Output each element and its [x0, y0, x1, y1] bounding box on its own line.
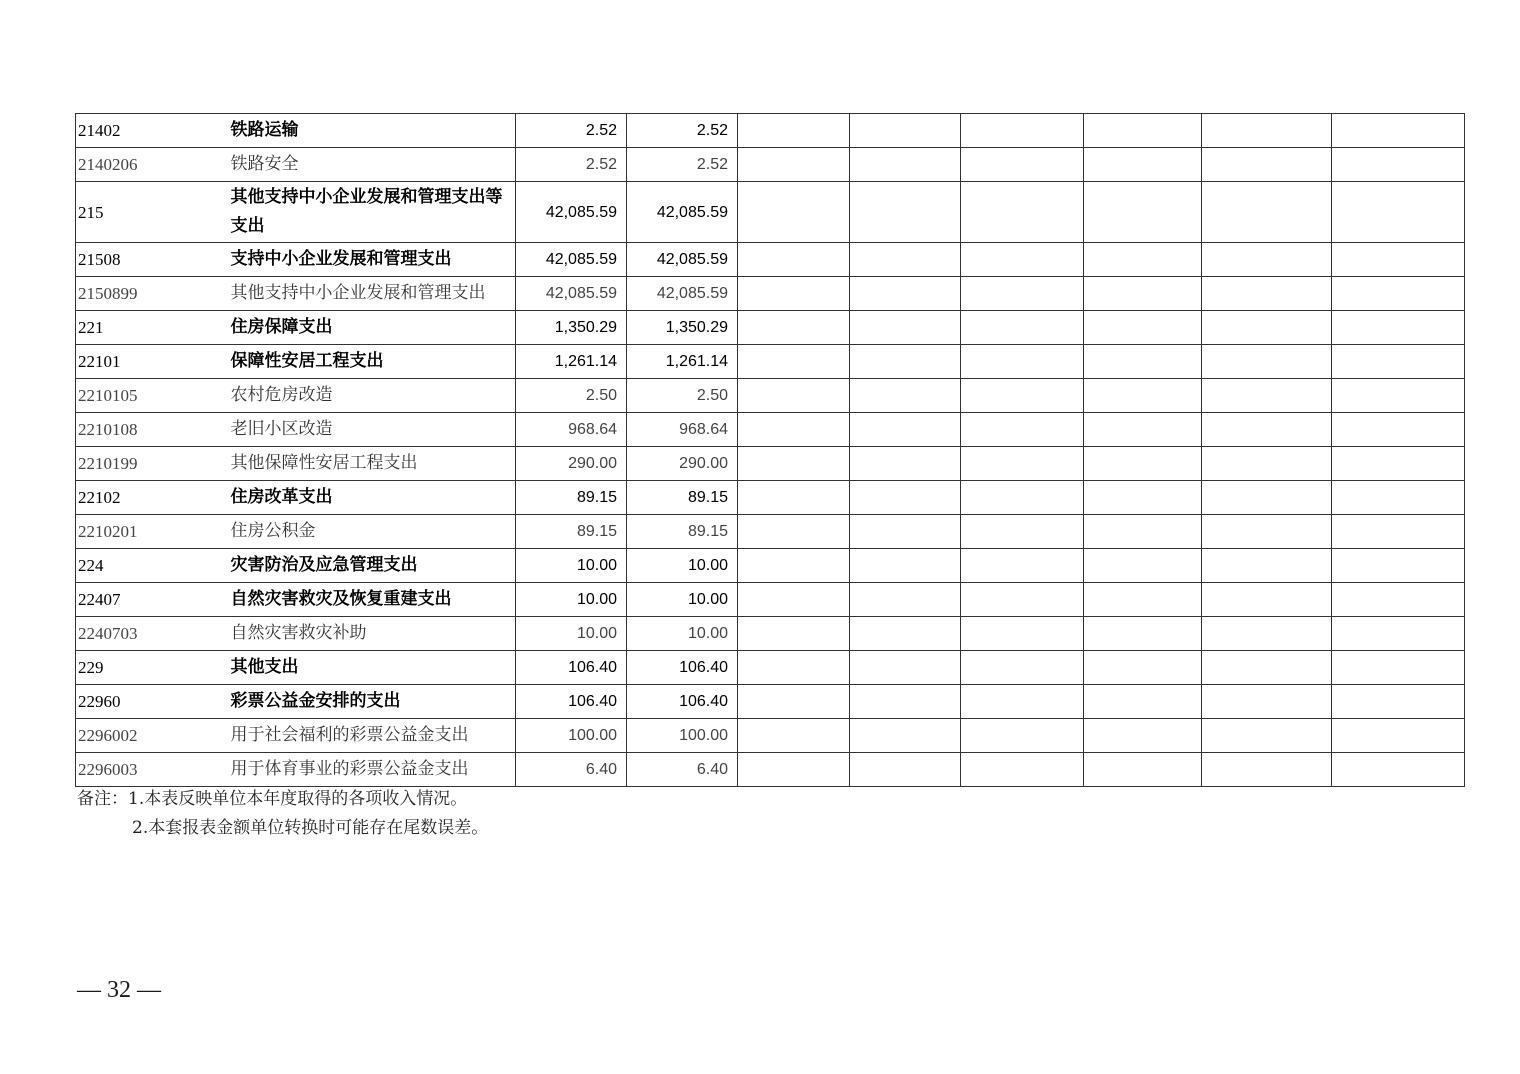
row-name: 农村危房改造 [229, 379, 516, 413]
row-name: 用于社会福利的彩票公益金支出 [229, 719, 516, 753]
budget-table [75, 113, 1465, 787]
row-value-1: 2.52 [516, 114, 627, 148]
row-empty-cell [1332, 311, 1465, 345]
row-code: 2240703 [76, 617, 229, 651]
row-empty-cell [850, 182, 961, 243]
row-empty-cell [1332, 148, 1465, 182]
row-empty-cell [961, 753, 1084, 787]
row-empty-cell [1084, 311, 1202, 345]
row-value-1: 1,261.14 [516, 345, 627, 379]
row-value-1: 1,350.29 [516, 311, 627, 345]
row-empty-cell [961, 719, 1084, 753]
row-empty-cell [738, 243, 850, 277]
row-empty-cell [1332, 481, 1465, 515]
table-row [76, 277, 1465, 311]
row-value-2: 42,085.59 [627, 243, 738, 277]
row-code: 215 [76, 182, 229, 243]
row-code: 21508 [76, 243, 229, 277]
row-empty-cell [850, 311, 961, 345]
row-value-2: 42,085.59 [627, 182, 738, 243]
table-row [76, 719, 1465, 753]
row-value-2: 1,350.29 [627, 311, 738, 345]
note-line-2: 2.本套报表金额单位转换时可能存在尾数误差。 [132, 818, 489, 838]
row-empty-cell [738, 685, 850, 719]
row-empty-cell [1202, 345, 1332, 379]
row-empty-cell [850, 515, 961, 549]
row-empty-cell [1202, 719, 1332, 753]
row-empty-cell [1202, 617, 1332, 651]
row-name: 其他保障性安居工程支出 [229, 447, 516, 481]
row-empty-cell [961, 345, 1084, 379]
row-value-1: 10.00 [516, 583, 627, 617]
row-empty-cell [850, 413, 961, 447]
table-row [76, 549, 1465, 583]
row-value-1: 89.15 [516, 515, 627, 549]
row-name: 用于体育事业的彩票公益金支出 [229, 753, 516, 787]
row-code: 2210201 [76, 515, 229, 549]
row-value-1: 100.00 [516, 719, 627, 753]
row-value-2: 89.15 [627, 515, 738, 549]
row-value-2: 100.00 [627, 719, 738, 753]
row-value-2: 106.40 [627, 685, 738, 719]
row-value-2: 2.52 [627, 114, 738, 148]
row-empty-cell [1332, 447, 1465, 481]
row-empty-cell [1084, 277, 1202, 311]
row-empty-cell [738, 719, 850, 753]
row-empty-cell [1084, 379, 1202, 413]
row-empty-cell [1084, 583, 1202, 617]
table-row [76, 148, 1465, 182]
row-empty-cell [1084, 651, 1202, 685]
row-code: 22101 [76, 345, 229, 379]
row-empty-cell [850, 719, 961, 753]
row-empty-cell [1202, 379, 1332, 413]
row-name: 住房保障支出 [229, 311, 516, 345]
row-empty-cell [738, 651, 850, 685]
row-empty-cell [961, 182, 1084, 243]
row-empty-cell [961, 413, 1084, 447]
row-name: 其他支持中小企业发展和管理支出 [229, 277, 516, 311]
row-empty-cell [1332, 413, 1465, 447]
row-empty-cell [961, 311, 1084, 345]
row-name: 彩票公益金安排的支出 [229, 685, 516, 719]
row-value-1: 106.40 [516, 685, 627, 719]
row-code: 22102 [76, 481, 229, 515]
row-name: 保障性安居工程支出 [229, 345, 516, 379]
table-row [76, 182, 1465, 243]
row-empty-cell [1202, 114, 1332, 148]
row-empty-cell [1084, 114, 1202, 148]
row-code: 2296003 [76, 753, 229, 787]
row-value-1: 42,085.59 [516, 277, 627, 311]
row-empty-cell [850, 277, 961, 311]
row-value-1: 290.00 [516, 447, 627, 481]
row-code: 22407 [76, 583, 229, 617]
row-empty-cell [738, 182, 850, 243]
row-empty-cell [1332, 345, 1465, 379]
row-value-2: 10.00 [627, 617, 738, 651]
row-name: 老旧小区改造 [229, 413, 516, 447]
row-empty-cell [738, 515, 850, 549]
row-empty-cell [1332, 651, 1465, 685]
row-empty-cell [1084, 719, 1202, 753]
row-empty-cell [1332, 243, 1465, 277]
row-name: 住房改革支出 [229, 481, 516, 515]
row-empty-cell [1084, 243, 1202, 277]
row-empty-cell [850, 583, 961, 617]
row-empty-cell [850, 148, 961, 182]
row-empty-cell [850, 753, 961, 787]
row-empty-cell [850, 379, 961, 413]
row-empty-cell [850, 651, 961, 685]
row-empty-cell [1084, 549, 1202, 583]
row-name: 自然灾害救灾补助 [229, 617, 516, 651]
row-empty-cell [1084, 345, 1202, 379]
row-empty-cell [1202, 481, 1332, 515]
row-empty-cell [738, 148, 850, 182]
row-empty-cell [850, 685, 961, 719]
row-code: 229 [76, 651, 229, 685]
row-value-1: 42,085.59 [516, 243, 627, 277]
row-empty-cell [738, 447, 850, 481]
note-line-1: 备注：1.本表反映单位本年度取得的各项收入情况。 [77, 789, 468, 809]
row-empty-cell [1332, 182, 1465, 243]
row-value-2: 42,085.59 [627, 277, 738, 311]
row-code: 224 [76, 549, 229, 583]
row-empty-cell [1202, 651, 1332, 685]
row-empty-cell [1202, 753, 1332, 787]
row-empty-cell [1084, 447, 1202, 481]
table-row [76, 311, 1465, 345]
row-value-2: 89.15 [627, 481, 738, 515]
row-empty-cell [1332, 515, 1465, 549]
row-empty-cell [1332, 685, 1465, 719]
row-empty-cell [1202, 243, 1332, 277]
row-code: 21402 [76, 114, 229, 148]
row-empty-cell [961, 447, 1084, 481]
row-value-1: 968.64 [516, 413, 627, 447]
row-code: 2210108 [76, 413, 229, 447]
row-empty-cell [1084, 481, 1202, 515]
row-value-2: 6.40 [627, 753, 738, 787]
table-row [76, 651, 1465, 685]
row-empty-cell [1332, 277, 1465, 311]
row-empty-cell [961, 114, 1084, 148]
row-empty-cell [1332, 114, 1465, 148]
row-empty-cell [850, 549, 961, 583]
table-body [76, 114, 1465, 787]
row-empty-cell [738, 549, 850, 583]
row-empty-cell [1084, 515, 1202, 549]
table-row [76, 515, 1465, 549]
row-empty-cell [738, 753, 850, 787]
row-value-2: 10.00 [627, 583, 738, 617]
row-empty-cell [1084, 685, 1202, 719]
row-empty-cell [738, 413, 850, 447]
table-row [76, 413, 1465, 447]
page-number: — 32 — [77, 977, 161, 1003]
table-row [76, 617, 1465, 651]
row-name: 其他支持中小企业发展和管理支出等支出 [229, 182, 516, 243]
row-code: 2296002 [76, 719, 229, 753]
row-empty-cell [1202, 549, 1332, 583]
row-empty-cell [961, 243, 1084, 277]
row-value-1: 6.40 [516, 753, 627, 787]
row-empty-cell [1202, 583, 1332, 617]
row-empty-cell [738, 481, 850, 515]
row-value-1: 2.52 [516, 148, 627, 182]
table-row [76, 243, 1465, 277]
row-empty-cell [850, 617, 961, 651]
row-value-1: 89.15 [516, 481, 627, 515]
row-empty-cell [1202, 311, 1332, 345]
row-value-2: 1,261.14 [627, 345, 738, 379]
row-empty-cell [1332, 379, 1465, 413]
table-row [76, 447, 1465, 481]
row-empty-cell [961, 685, 1084, 719]
row-empty-cell [1332, 617, 1465, 651]
row-empty-cell [961, 515, 1084, 549]
row-code: 22960 [76, 685, 229, 719]
row-value-1: 2.50 [516, 379, 627, 413]
row-empty-cell [1332, 719, 1465, 753]
row-name: 自然灾害救灾及恢复重建支出 [229, 583, 516, 617]
row-empty-cell [738, 345, 850, 379]
row-value-1: 106.40 [516, 651, 627, 685]
row-empty-cell [850, 345, 961, 379]
row-empty-cell [961, 481, 1084, 515]
row-name: 灾害防治及应急管理支出 [229, 549, 516, 583]
row-empty-cell [850, 243, 961, 277]
row-value-1: 42,085.59 [516, 182, 627, 243]
row-code: 2210199 [76, 447, 229, 481]
row-empty-cell [961, 651, 1084, 685]
row-empty-cell [1202, 515, 1332, 549]
row-code: 2140206 [76, 148, 229, 182]
row-empty-cell [1202, 447, 1332, 481]
row-empty-cell [1202, 413, 1332, 447]
table-row [76, 345, 1465, 379]
row-empty-cell [850, 447, 961, 481]
row-name: 住房公积金 [229, 515, 516, 549]
table-row [76, 114, 1465, 148]
row-empty-cell [961, 379, 1084, 413]
table-row [76, 685, 1465, 719]
row-value-2: 106.40 [627, 651, 738, 685]
row-value-2: 968.64 [627, 413, 738, 447]
row-empty-cell [1084, 148, 1202, 182]
row-empty-cell [1084, 617, 1202, 651]
row-empty-cell [961, 617, 1084, 651]
row-value-2: 2.50 [627, 379, 738, 413]
row-empty-cell [738, 311, 850, 345]
row-empty-cell [738, 379, 850, 413]
row-value-1: 10.00 [516, 617, 627, 651]
row-empty-cell [1084, 413, 1202, 447]
row-value-2: 2.52 [627, 148, 738, 182]
row-name: 支持中小企业发展和管理支出 [229, 243, 516, 277]
row-empty-cell [738, 583, 850, 617]
row-empty-cell [1332, 583, 1465, 617]
row-name: 铁路运输 [229, 114, 516, 148]
row-empty-cell [1202, 277, 1332, 311]
row-name: 铁路安全 [229, 148, 516, 182]
row-empty-cell [1332, 549, 1465, 583]
row-code: 2150899 [76, 277, 229, 311]
row-name: 其他支出 [229, 651, 516, 685]
table-row [76, 379, 1465, 413]
row-empty-cell [1084, 182, 1202, 243]
row-empty-cell [850, 114, 961, 148]
row-empty-cell [1202, 685, 1332, 719]
notes [77, 785, 488, 843]
row-code: 2210105 [76, 379, 229, 413]
row-empty-cell [961, 277, 1084, 311]
row-empty-cell [1202, 148, 1332, 182]
row-empty-cell [1084, 753, 1202, 787]
row-empty-cell [738, 617, 850, 651]
row-empty-cell [1332, 753, 1465, 787]
row-empty-cell [738, 114, 850, 148]
row-empty-cell [738, 277, 850, 311]
row-empty-cell [961, 148, 1084, 182]
row-value-2: 290.00 [627, 447, 738, 481]
table-row [76, 583, 1465, 617]
row-empty-cell [850, 481, 961, 515]
row-empty-cell [1202, 182, 1332, 243]
row-value-1: 10.00 [516, 549, 627, 583]
row-empty-cell [961, 549, 1084, 583]
row-empty-cell [961, 583, 1084, 617]
table-row [76, 753, 1465, 787]
table-row [76, 481, 1465, 515]
row-code: 221 [76, 311, 229, 345]
row-value-2: 10.00 [627, 549, 738, 583]
